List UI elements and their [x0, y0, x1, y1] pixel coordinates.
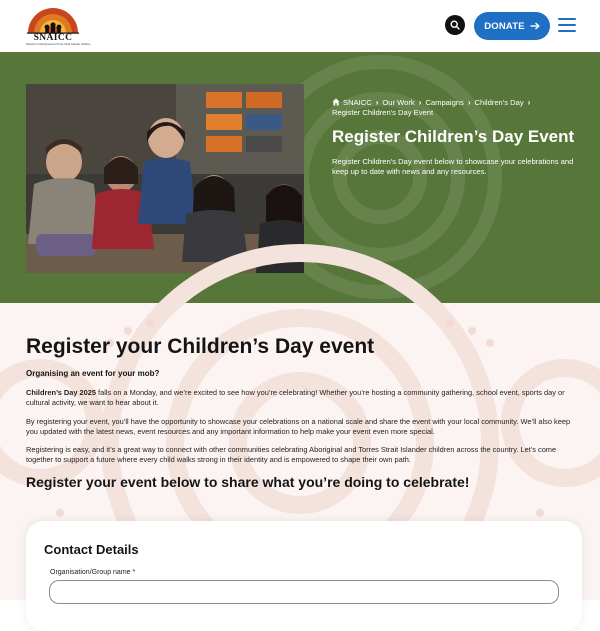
chevron-right-icon: ›: [418, 98, 422, 107]
breadcrumb: [332, 98, 582, 118]
organisation-name-label: Organisation/Group name *: [50, 569, 136, 576]
search-button[interactable]: [445, 15, 465, 35]
search-icon: [450, 20, 460, 30]
intro-bold-text: Children’s Day 2025: [26, 388, 96, 397]
breadcrumb-item-snaicc[interactable]: SNAICC: [343, 98, 372, 107]
registration-form-card: [26, 521, 582, 631]
main-content: [0, 303, 600, 600]
hero-description: Register Children’s Day event below to showcase your celebrations and keep up to date with news and any resources.: [332, 157, 574, 176]
chevron-right-icon: ›: [527, 98, 531, 107]
registration-benefits-paragraph: By registering your event, you’ll have the opportunity to showcase your celebrations on a national scale and share the event with your local community. We’ll also keep you updated with the latest news, event resources and any important information to help make your event even more special.: [26, 417, 571, 436]
menu-icon: [558, 18, 576, 20]
contact-details-heading: Contact Details: [44, 542, 139, 557]
intro-text: falls on a Monday, and we’re excited to see how you’re celebrating! Whether you’re hosting a community gathering, school event, sports day or cultural activity, we want to hear about it.: [26, 388, 565, 407]
chevron-right-icon: ›: [375, 98, 379, 107]
donate-button[interactable]: [474, 12, 550, 40]
breadcrumb-item-childrens-day[interactable]: Children's Day: [474, 98, 524, 107]
hero-banner: [0, 52, 600, 303]
logo-wordmark: SNAICC: [33, 33, 73, 43]
logo-tagline: Network of Aboriginal and Torres Strait Islander Children: [26, 43, 91, 46]
breadcrumb-current: Register Children's Day Event: [332, 108, 434, 117]
hero-title: Register Children’s Day Event: [332, 127, 575, 146]
page-heading: Register your Children’s Day event: [26, 335, 375, 358]
menu-icon: [558, 30, 576, 32]
breadcrumb-item-campaigns[interactable]: Campaigns: [425, 98, 464, 107]
cta-heading: Register your event below to share what you’re doing to celebrate!: [26, 474, 470, 490]
arrow-right-icon: [530, 22, 540, 30]
menu-icon: [558, 24, 576, 26]
chevron-right-icon: ›: [467, 98, 471, 107]
breadcrumb-item-our-work[interactable]: Our Work: [382, 98, 415, 107]
home-icon[interactable]: [332, 98, 340, 106]
organisation-name-input[interactable]: [49, 580, 559, 604]
hero-photo-children: [26, 84, 304, 273]
hamburger-menu-button[interactable]: [558, 17, 576, 33]
site-header: [0, 0, 600, 52]
donate-label: DONATE: [484, 20, 525, 32]
community-paragraph: Registering is easy, and it’s a great way to connect with other communities celebrating Aboriginal and Torres Strait Islander children across the country. Let’s come together to support a future where every child walks strong in their identity and is empowered to shape their own path.: [26, 445, 557, 464]
section-subheading: Organising an event for your mob?: [26, 369, 160, 378]
intro-paragraph: [26, 388, 584, 408]
